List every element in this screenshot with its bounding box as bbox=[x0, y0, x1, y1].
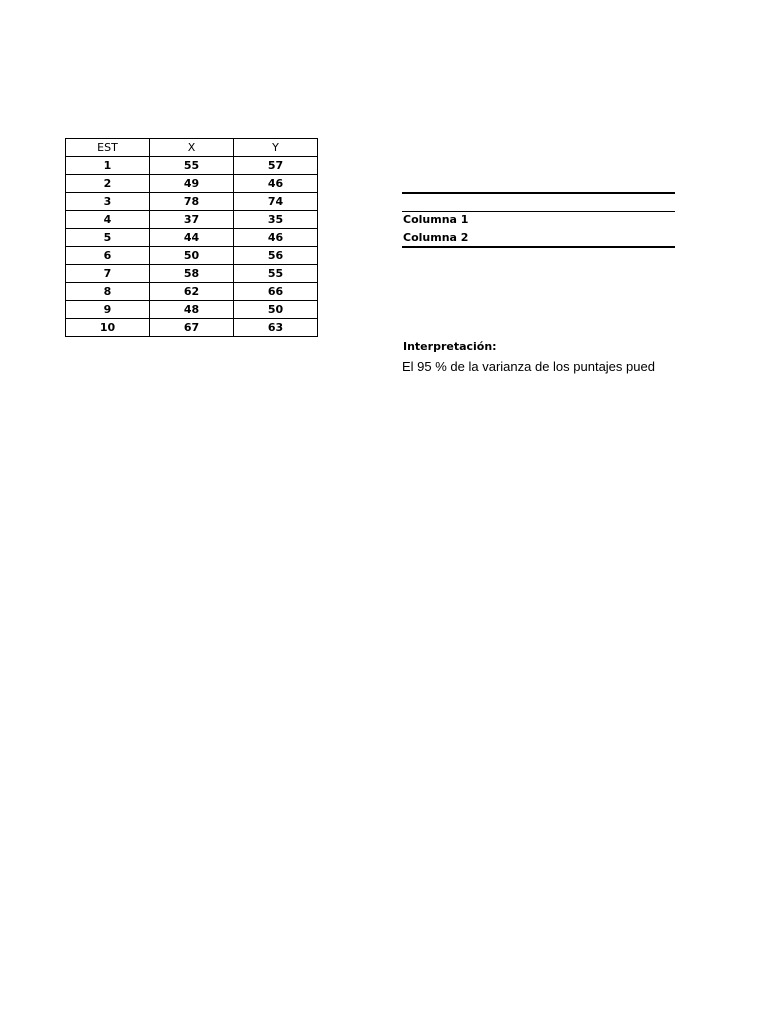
cell-x: 78 bbox=[150, 193, 234, 211]
cell-est: 8 bbox=[66, 283, 150, 301]
header-x: X bbox=[150, 139, 234, 157]
cell-x: 55 bbox=[150, 157, 234, 175]
cell-est: 1 bbox=[66, 157, 150, 175]
table-row bbox=[66, 319, 318, 337]
cell-x: 49 bbox=[150, 175, 234, 193]
stats-row-label: Columna 2 bbox=[403, 231, 469, 244]
cell-y: 66 bbox=[234, 283, 318, 301]
stats-table-header-rule bbox=[402, 211, 675, 212]
cell-y: 56 bbox=[234, 247, 318, 265]
header-y: Y bbox=[234, 139, 318, 157]
cell-y: 63 bbox=[234, 319, 318, 337]
cell-x: 58 bbox=[150, 265, 234, 283]
cell-x: 37 bbox=[150, 211, 234, 229]
table-row bbox=[66, 301, 318, 319]
interpretation-cell bbox=[402, 358, 677, 378]
cell-est: 3 bbox=[66, 193, 150, 211]
stats-row-label: Columna 1 bbox=[403, 213, 469, 226]
cell-x: 62 bbox=[150, 283, 234, 301]
cell-y: 50 bbox=[234, 301, 318, 319]
cell-y: 57 bbox=[234, 157, 318, 175]
interpretation-text: El 95 % de la varianza de los puntajes pued bbox=[402, 359, 655, 374]
stats-table-bottom-rule bbox=[402, 246, 675, 248]
cell-est: 4 bbox=[66, 211, 150, 229]
cell-est: 10 bbox=[66, 319, 150, 337]
cell-x: 50 bbox=[150, 247, 234, 265]
cell-y: 46 bbox=[234, 229, 318, 247]
interpretation-heading: Interpretación: bbox=[403, 340, 497, 353]
data-table bbox=[65, 138, 318, 337]
table-row bbox=[66, 229, 318, 247]
cell-y: 46 bbox=[234, 175, 318, 193]
cell-x: 67 bbox=[150, 319, 234, 337]
cell-est: 7 bbox=[66, 265, 150, 283]
cell-x: 48 bbox=[150, 301, 234, 319]
cell-est: 2 bbox=[66, 175, 150, 193]
cell-est: 6 bbox=[66, 247, 150, 265]
header-est: EST bbox=[66, 139, 150, 157]
table-row bbox=[66, 193, 318, 211]
table-row bbox=[66, 157, 318, 175]
table-row bbox=[66, 283, 318, 301]
cell-y: 55 bbox=[234, 265, 318, 283]
table-row bbox=[66, 211, 318, 229]
cell-x: 44 bbox=[150, 229, 234, 247]
cell-y: 74 bbox=[234, 193, 318, 211]
cell-est: 5 bbox=[66, 229, 150, 247]
cell-y: 35 bbox=[234, 211, 318, 229]
table-row bbox=[66, 265, 318, 283]
cell-est: 9 bbox=[66, 301, 150, 319]
table-header-row bbox=[66, 139, 318, 157]
stats-table-top-rule bbox=[402, 192, 675, 194]
table-row bbox=[66, 175, 318, 193]
table-row bbox=[66, 247, 318, 265]
